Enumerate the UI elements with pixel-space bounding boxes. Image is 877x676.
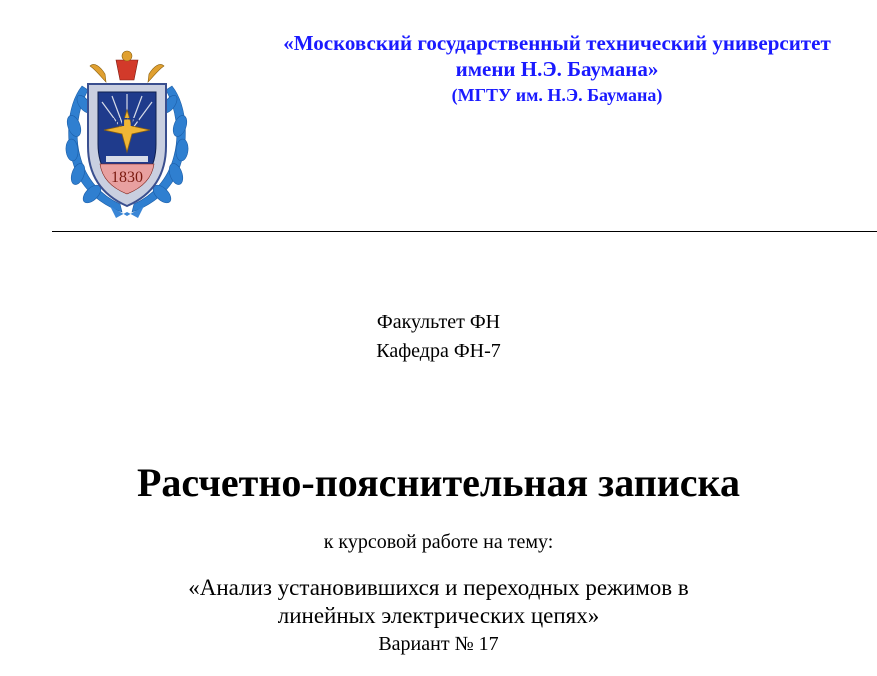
university-abbreviation: (МГТУ им. Н.Э. Баумана) (451, 85, 663, 105)
university-emblem-icon (60, 46, 194, 218)
emblem-year: 1830 (111, 169, 143, 186)
university-header (232, 30, 877, 107)
topic-line2: линейных электрических цепях» (277, 603, 600, 628)
faculty-label: Факультет ФН (376, 311, 501, 333)
topic-line1: «Анализ установившихся и переходных режимов в (188, 575, 689, 600)
university-name-line1: «Московский государственный технический университет (283, 31, 831, 55)
variant-label: Вариант № 17 (378, 633, 499, 655)
university-name-line2: имени Н.Э. Баумана» (455, 57, 659, 81)
header-divider (52, 231, 877, 232)
emblem-letters: МГТУ (110, 116, 144, 129)
department-label: Кафедра ФН-7 (376, 340, 501, 362)
document-subtitle: к курсовой работе на тему: (323, 531, 554, 553)
document-title: Расчетно-пояснительная записка (136, 460, 740, 505)
